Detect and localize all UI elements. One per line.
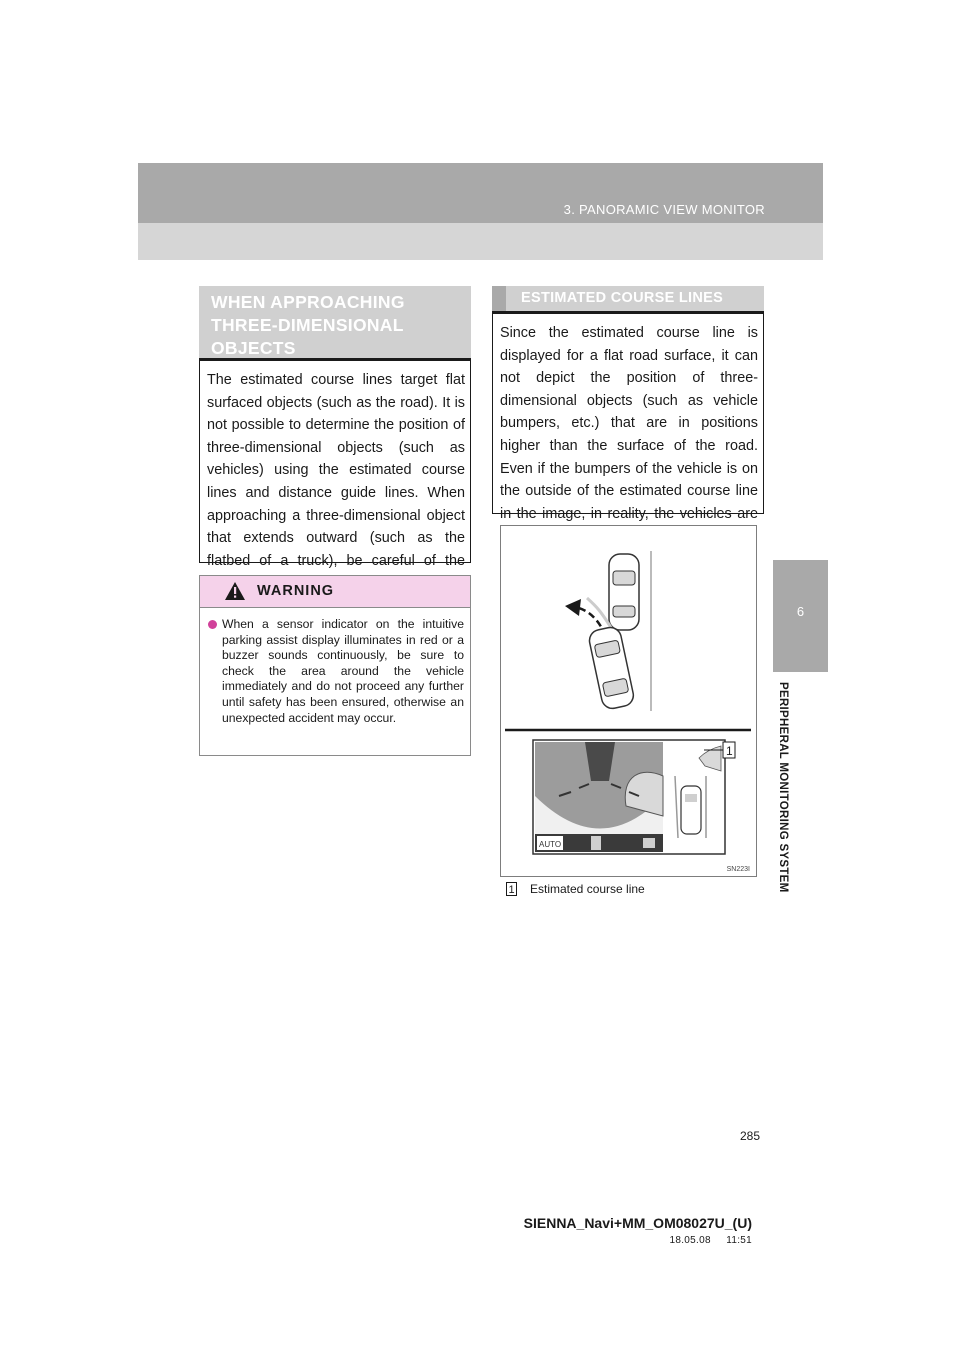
figure-caption: Estimated course line (530, 882, 645, 896)
parked-car-icon (609, 554, 639, 630)
chapter-tab (773, 560, 828, 672)
turning-car-icon (587, 626, 635, 711)
right-body-box (492, 314, 764, 522)
header-band (138, 163, 823, 223)
right-section-heading (492, 286, 764, 314)
header-band-lower (138, 223, 823, 260)
print-timestamp: 18.05.08 11:51 (669, 1235, 752, 1246)
document-id: SIENNA_Navi+MM_OM08027U_(U) (523, 1215, 752, 1231)
chapter-number: 6 (796, 604, 805, 619)
arrow-head-icon (565, 599, 581, 616)
warning-box (199, 575, 471, 756)
caption-number: 1 (506, 882, 517, 896)
screen-auto-label: AUTO (539, 840, 562, 849)
page-number: 285 (740, 1129, 761, 1143)
warning-icon (224, 581, 246, 601)
warning-divider (200, 607, 470, 608)
section-title: 3. PANORAMIC VIEW MONITOR (563, 202, 765, 217)
course-line-illustration (500, 525, 757, 877)
left-body-text: The estimated course lines target flat surfaced objects (such as the road). It is not possible to determine the position of three-dimensional objects (such as vehicles) using the estimated course lines and distance guide lines. When approaching a three-dimensional object that extends outward (such as the flatbed of a truck), be careful of the (207, 372, 465, 569)
chapter-side-label (774, 682, 792, 893)
right-body-text: Since the estimated course line is displayed for a flat road surface, it can not depict the position of three-dimensional objects (such as vehicle bumpers, etc.) that are in positions higher than the surface of the road. Even if the bumpers of the vehicle is on the outside of the estimated course line in the image, in reality, the vehicles are (500, 325, 758, 522)
left-body-box (199, 361, 471, 569)
right-heading-text: ESTIMATED COURSE LINES (521, 290, 724, 306)
warning-body (208, 617, 464, 726)
bullet-icon (208, 620, 217, 629)
illustration-drawing (501, 526, 756, 876)
left-section-heading (199, 286, 471, 361)
warning-title: WARNING (257, 583, 335, 599)
left-heading-text: WHEN APPROACHING THREE-DIMENSIONAL OBJECTS (211, 292, 405, 358)
chapter-label: PERIPHERAL MONITORING SYSTEM (777, 682, 789, 893)
figure-code: SN223I (726, 866, 750, 873)
warning-header (200, 576, 470, 607)
warning-item: When a sensor indicator on the intuitive parking assist display illuminates in red or a buzzer sounds continuously, be sure to check the area around the vehicle immediately and do not proceed any further until safety has been ensured, otherwise an unexpected accident may occur. (222, 617, 464, 725)
callout-number: 1 (726, 744, 733, 758)
monitor-screen (533, 740, 725, 854)
